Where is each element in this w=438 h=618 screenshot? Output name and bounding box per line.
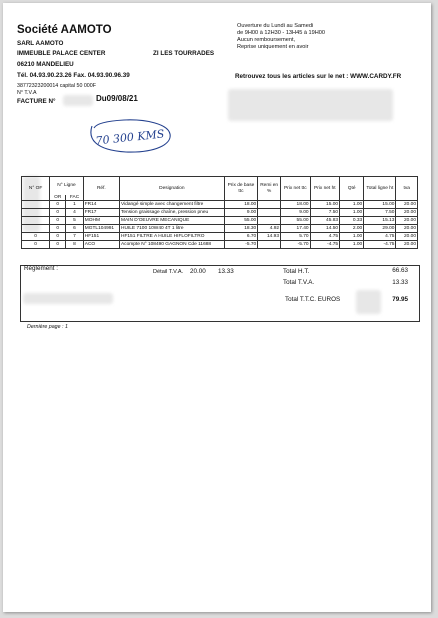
cell-designation: Vidangé simple avec changement filtre bbox=[119, 201, 224, 209]
web-notice: Retrouvez tous les articles sur le net : WWW.CARDY.FR bbox=[235, 73, 402, 80]
cell-fac: 6 bbox=[66, 225, 83, 233]
cell-ref: ACO bbox=[83, 241, 119, 249]
cell-prix-net-ht: 45.83 bbox=[310, 217, 340, 225]
cell-prix-net-ttc: 17.40 bbox=[281, 225, 311, 233]
mileage-text: 70 300 KMS bbox=[94, 127, 165, 148]
total-tva-value: 13.33 bbox=[392, 279, 408, 286]
cell-ref: MGTL104991 bbox=[83, 225, 119, 233]
company-zone: ZI LES TOURRADES bbox=[153, 50, 215, 57]
cell-of bbox=[22, 201, 50, 209]
table-row bbox=[22, 241, 418, 249]
cell-remise bbox=[258, 209, 281, 217]
tva-detail-label: Détail T.V.A. bbox=[153, 269, 184, 275]
header-remise: Remi en % bbox=[258, 177, 281, 201]
cell-tva: 20.00 bbox=[396, 217, 418, 225]
cell-remise bbox=[258, 217, 281, 225]
cell-prix-net-ht: 4.75 bbox=[310, 233, 340, 241]
header-tva: tva bbox=[396, 177, 418, 201]
page-footer: Dernière page : 1 bbox=[27, 324, 68, 330]
hours-line-2: de 9H00 à 12H30 - 13H45 à 19H00 bbox=[237, 30, 326, 36]
cell-qte: 1.00 bbox=[340, 241, 364, 249]
cell-total: 15.00 bbox=[364, 201, 396, 209]
cell-fac: 5 bbox=[66, 217, 83, 225]
cell-remise: 4.92 bbox=[258, 225, 281, 233]
cell-prix-net-ttc: 5.70 bbox=[281, 233, 311, 241]
cell-of: 0 bbox=[22, 233, 50, 241]
cell-fac: 8 bbox=[66, 241, 83, 249]
invoice-lines-body bbox=[22, 201, 418, 249]
cell-designation: Tension graissage chaîne, pression pneu bbox=[119, 209, 224, 217]
total-ttc-value: 79.95 bbox=[392, 296, 408, 303]
cell-tva: 20.00 bbox=[396, 201, 418, 209]
cell-prix-base: 18.00 bbox=[224, 201, 258, 209]
table-row bbox=[22, 225, 418, 233]
header-of: N° OF bbox=[22, 177, 50, 201]
cell-ref: MOHM bbox=[83, 217, 119, 225]
cell-qte: 1.00 bbox=[340, 201, 364, 209]
cell-total: 4.75 bbox=[364, 233, 396, 241]
cell-of bbox=[22, 217, 50, 225]
cell-designation: HF151 FILTRE A HUILE HIFLOFILTRO bbox=[119, 233, 224, 241]
header-or: OR bbox=[50, 195, 66, 201]
total-ttc-label: Total T.T.C. EUROS bbox=[285, 296, 341, 303]
cell-or: 0 bbox=[50, 217, 66, 225]
cell-total: 29.00 bbox=[364, 225, 396, 233]
tva-detail-rate: 20.00 bbox=[190, 268, 206, 275]
cell-prix-base: 6.70 bbox=[224, 233, 258, 241]
cell-prix-net-ttc: 18.00 bbox=[281, 201, 311, 209]
cell-remise bbox=[258, 201, 281, 209]
header-ligne: N° Ligne bbox=[50, 177, 84, 195]
company-registration: 38772323200014 capital 50 000F bbox=[17, 83, 96, 89]
redacted-invoice-number bbox=[63, 95, 93, 106]
company-name: Société AAMOTO bbox=[17, 24, 112, 36]
header-ref: Réf. bbox=[83, 177, 119, 201]
cell-prix-net-ht: 15.00 bbox=[310, 201, 340, 209]
cell-fac: 7 bbox=[66, 233, 83, 241]
cell-qte: 2.00 bbox=[340, 225, 364, 233]
total-ht-label: Total H.T. bbox=[283, 268, 310, 275]
reglement-label: Règlement : bbox=[24, 265, 58, 272]
invoice-date bbox=[96, 94, 138, 103]
cell-or: 0 bbox=[50, 225, 66, 233]
header-prix-net-ht: Prix net ht bbox=[310, 177, 340, 201]
table-row bbox=[22, 217, 418, 225]
company-vat: N° T.V.A bbox=[17, 90, 37, 96]
cell-fac: 1 bbox=[66, 201, 83, 209]
cell-or: 0 bbox=[50, 201, 66, 209]
cell-remise: 14.93 bbox=[258, 233, 281, 241]
cell-ref: FR17 bbox=[83, 209, 119, 217]
hours-line-4: Reprise uniquement en avoir bbox=[237, 44, 309, 50]
company-address: IMMEUBLE PALACE CENTER bbox=[17, 50, 106, 57]
cell-tva: 20.00 bbox=[396, 209, 418, 217]
cell-prix-base: 18.30 bbox=[224, 225, 258, 233]
cell-total: 15.13 bbox=[364, 217, 396, 225]
company-phone: Tél. 04.93.90.23.26 Fax. 04.93.90.96.39 bbox=[17, 72, 130, 79]
cell-prix-net-ttc: 55.00 bbox=[281, 217, 311, 225]
header-fac: FAC bbox=[66, 195, 83, 201]
cell-or: 0 bbox=[50, 233, 66, 241]
tva-detail-amount: 13.33 bbox=[218, 268, 234, 275]
cell-prix-net-ttc: 9.00 bbox=[281, 209, 311, 217]
invoice-date-value: 09/08/21 bbox=[106, 94, 138, 103]
cell-prix-base: 9.00 bbox=[224, 209, 258, 217]
redacted-customer-block bbox=[228, 89, 393, 121]
total-ht-value: 66.63 bbox=[392, 267, 408, 274]
cell-of bbox=[22, 209, 50, 217]
cell-or: 0 bbox=[50, 241, 66, 249]
cell-qte: 1.00 bbox=[340, 233, 364, 241]
cell-ref: FR14 bbox=[83, 201, 119, 209]
cell-prix-net-ht: 7.50 bbox=[310, 209, 340, 217]
header-prix-net-ttc: Prix net ttc bbox=[281, 177, 311, 201]
cell-prix-base: 55.00 bbox=[224, 217, 258, 225]
cell-ref: HF151 bbox=[83, 233, 119, 241]
cell-prix-base: -5.70 bbox=[224, 241, 258, 249]
header-total: Total ligne ht bbox=[364, 177, 396, 201]
cell-tva: 20.00 bbox=[396, 225, 418, 233]
header-prix-base: Prix de base ttc bbox=[224, 177, 258, 201]
cell-tva: 20.00 bbox=[396, 233, 418, 241]
redacted-reglement-detail bbox=[23, 293, 113, 304]
cell-designation: MAIN D'OEUVRE MECANIQUE bbox=[119, 217, 224, 225]
cell-prix-net-ht: 14.50 bbox=[310, 225, 340, 233]
cell-prix-net-ttc: -5.70 bbox=[281, 241, 311, 249]
cell-of: 0 bbox=[22, 241, 50, 249]
cell-of bbox=[22, 225, 50, 233]
table-row bbox=[22, 233, 418, 241]
handwritten-mileage-annotation bbox=[86, 116, 176, 156]
table-row bbox=[22, 209, 418, 217]
cell-qte: 0.33 bbox=[340, 217, 364, 225]
cell-total: 7.50 bbox=[364, 209, 396, 217]
invoice-lines-table bbox=[21, 176, 418, 249]
invoice-number-label: FACTURE N° bbox=[17, 98, 56, 105]
opening-hours bbox=[237, 23, 325, 51]
cell-or: 0 bbox=[50, 209, 66, 217]
hours-line-1: Ouverture du Lundi au Samedi bbox=[237, 23, 314, 29]
header-qte: Qté bbox=[340, 177, 364, 201]
header-designation: Designation bbox=[119, 177, 224, 201]
cell-tva: 20.00 bbox=[396, 241, 418, 249]
cell-designation: Acompte N° 108490 GAGNON Cde 11688 bbox=[119, 241, 224, 249]
cell-fac: 4 bbox=[66, 209, 83, 217]
invoice-page bbox=[3, 3, 431, 612]
total-tva-label: Total T.V.A. bbox=[283, 279, 315, 286]
cell-designation: HUILE 7100 10W40 4T 1 litre bbox=[119, 225, 224, 233]
company-legal: SARL AAMOTO bbox=[17, 40, 64, 47]
cell-qte: 1.00 bbox=[340, 209, 364, 217]
table-row bbox=[22, 201, 418, 209]
hours-line-3: Aucun remboursement, bbox=[237, 37, 296, 43]
cell-prix-net-ht: -4.75 bbox=[310, 241, 340, 249]
invoice-date-prefix: Du bbox=[96, 94, 107, 103]
cell-total: -4.75 bbox=[364, 241, 396, 249]
company-city: 06210 MANDELIEU bbox=[17, 61, 74, 68]
cell-remise bbox=[258, 241, 281, 249]
